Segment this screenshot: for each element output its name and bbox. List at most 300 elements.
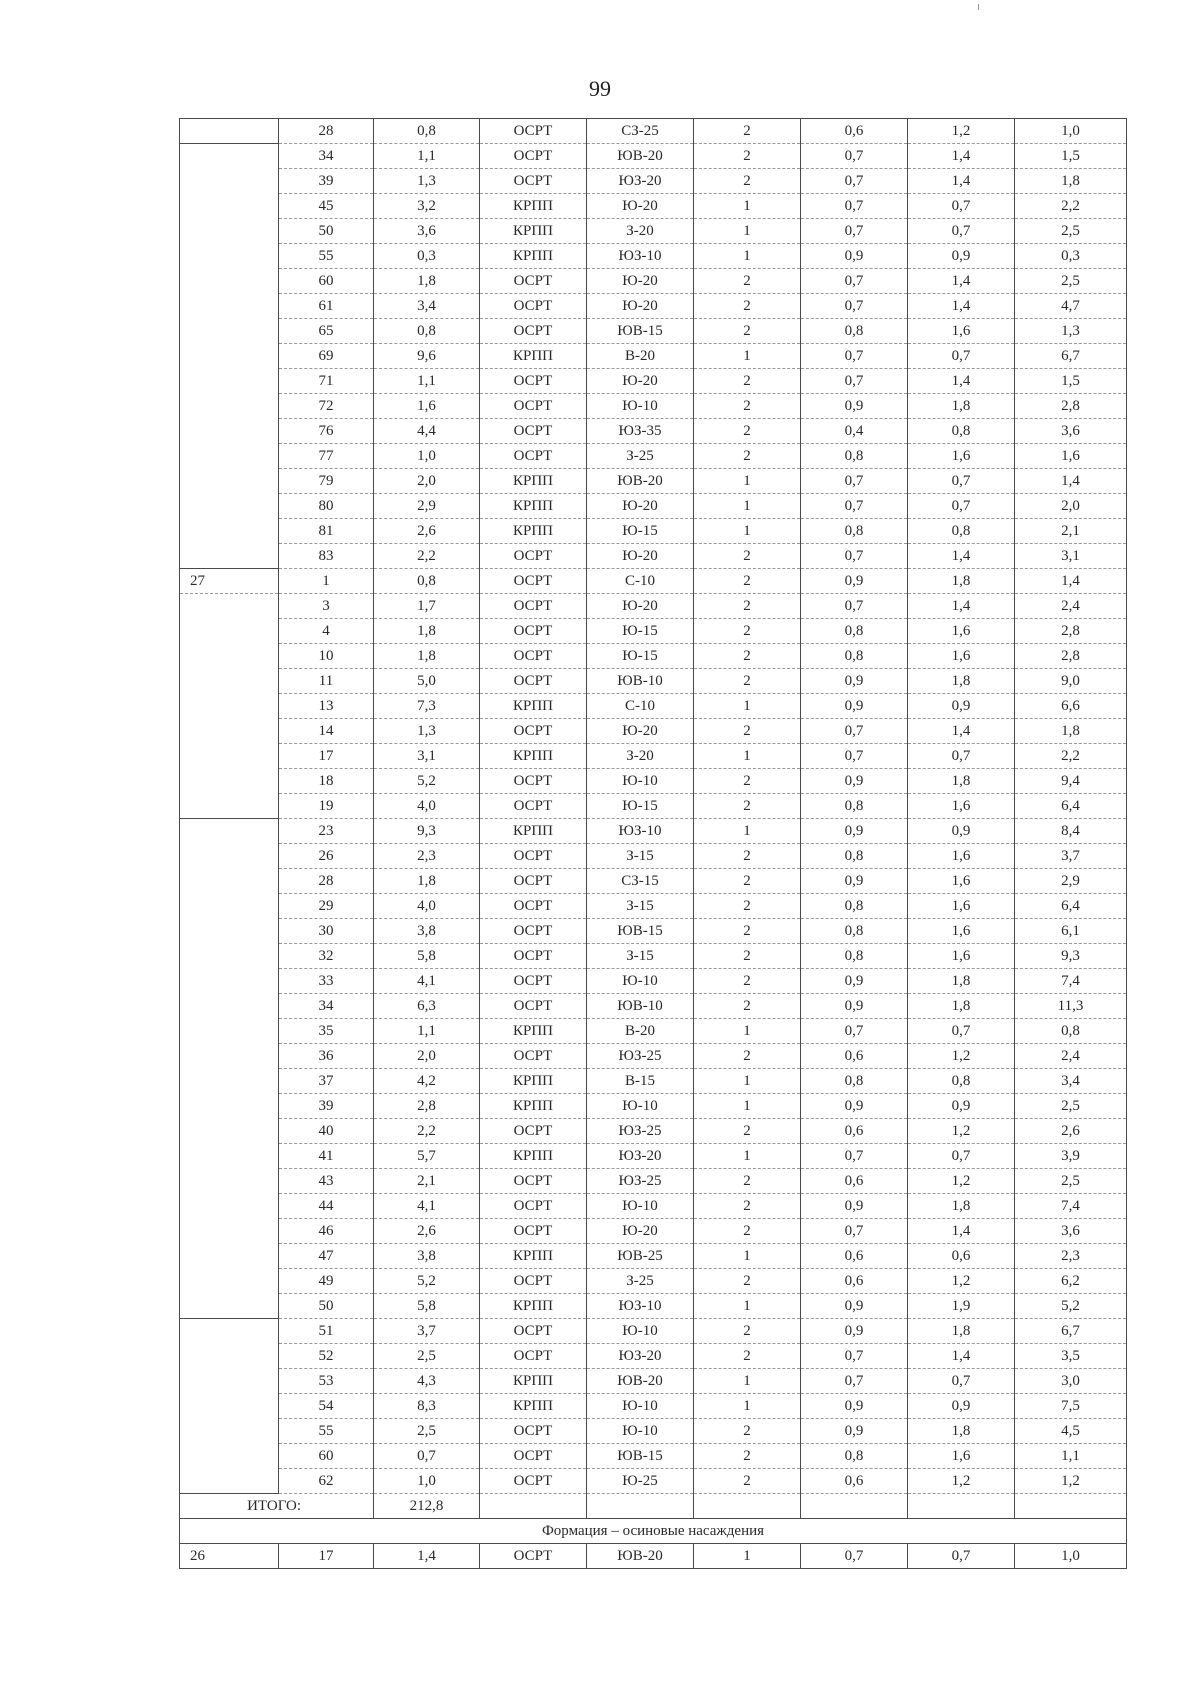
kvartal-cell xyxy=(180,119,279,144)
kvartal-cell xyxy=(180,1419,279,1444)
value2-cell: 1,8 xyxy=(908,669,1015,694)
kvartal-cell xyxy=(180,1144,279,1169)
exposure-cell: Ю-20 xyxy=(587,369,694,394)
value1-cell: 0,7 xyxy=(801,469,908,494)
vydel-cell: 72 xyxy=(279,394,374,419)
exposure-cell: Ю-15 xyxy=(587,794,694,819)
value2-cell: 0,9 xyxy=(908,694,1015,719)
table-row xyxy=(180,494,1127,519)
forest-type-cell: КРПП xyxy=(480,494,587,519)
value2-cell: 0,7 xyxy=(908,1369,1015,1394)
kvartal-cell xyxy=(180,1019,279,1044)
forest-type-cell: КРПП xyxy=(480,1094,587,1119)
forest-type-cell: ОСРТ xyxy=(480,794,587,819)
total-label: ИТОГО: xyxy=(180,1494,374,1519)
table-row xyxy=(180,819,1127,844)
kvartal-cell xyxy=(180,319,279,344)
value1-cell: 0,4 xyxy=(801,419,908,444)
area-cell: 9,3 xyxy=(374,819,480,844)
kvartal-cell xyxy=(180,344,279,369)
exposure-cell: Ю-15 xyxy=(587,519,694,544)
kvartal-cell xyxy=(180,819,279,844)
vydel-cell: 43 xyxy=(279,1169,374,1194)
category-cell: 1 xyxy=(694,244,801,269)
area-cell: 3,4 xyxy=(374,294,480,319)
exposure-cell: Ю-20 xyxy=(587,194,694,219)
table-row xyxy=(180,1169,1127,1194)
vydel-cell: 45 xyxy=(279,194,374,219)
value2-cell: 0,8 xyxy=(908,419,1015,444)
value2-cell: 0,7 xyxy=(908,469,1015,494)
vydel-cell: 79 xyxy=(279,469,374,494)
value2-cell: 0,6 xyxy=(908,1244,1015,1269)
forest-type-cell: ОСРТ xyxy=(480,894,587,919)
category-cell: 2 xyxy=(694,119,801,144)
kvartal-cell: 26 xyxy=(180,1544,279,1569)
kvartal-cell xyxy=(180,544,279,569)
vydel-cell: 55 xyxy=(279,244,374,269)
table-row xyxy=(180,644,1127,669)
vydel-cell: 60 xyxy=(279,269,374,294)
area-cell: 2,6 xyxy=(374,519,480,544)
kvartal-cell xyxy=(180,694,279,719)
value1-cell: 0,6 xyxy=(801,119,908,144)
category-cell: 1 xyxy=(694,1544,801,1569)
value3-cell: 1,0 xyxy=(1015,1544,1127,1569)
value3-cell: 2,8 xyxy=(1015,619,1127,644)
area-cell: 1,8 xyxy=(374,869,480,894)
area-cell: 2,1 xyxy=(374,1169,480,1194)
kvartal-cell xyxy=(180,1294,279,1319)
table-body xyxy=(180,119,1127,1569)
total-empty-cell xyxy=(694,1494,801,1519)
area-cell: 2,0 xyxy=(374,469,480,494)
vydel-cell: 37 xyxy=(279,1069,374,1094)
value3-cell: 2,5 xyxy=(1015,269,1127,294)
exposure-cell: С-10 xyxy=(587,694,694,719)
category-cell: 1 xyxy=(694,519,801,544)
category-cell: 2 xyxy=(694,1419,801,1444)
table-row xyxy=(180,1144,1127,1169)
kvartal-cell xyxy=(180,1394,279,1419)
forest-data-table xyxy=(179,118,1127,1569)
value3-cell: 2,8 xyxy=(1015,394,1127,419)
value1-cell: 0,6 xyxy=(801,1469,908,1494)
value3-cell: 2,5 xyxy=(1015,1094,1127,1119)
value2-cell: 1,4 xyxy=(908,144,1015,169)
vydel-cell: 71 xyxy=(279,369,374,394)
value3-cell: 1,8 xyxy=(1015,169,1127,194)
category-cell: 2 xyxy=(694,1044,801,1069)
category-cell: 2 xyxy=(694,1169,801,1194)
value3-cell: 3,5 xyxy=(1015,1344,1127,1369)
category-cell: 2 xyxy=(694,794,801,819)
vydel-cell: 29 xyxy=(279,894,374,919)
area-cell: 4,0 xyxy=(374,794,480,819)
value1-cell: 0,7 xyxy=(801,1144,908,1169)
vydel-cell: 35 xyxy=(279,1019,374,1044)
vydel-cell: 34 xyxy=(279,994,374,1019)
kvartal-cell xyxy=(180,719,279,744)
value3-cell: 6,1 xyxy=(1015,919,1127,944)
value1-cell: 0,8 xyxy=(801,794,908,819)
area-cell: 1,4 xyxy=(374,1544,480,1569)
forest-type-cell: КРПП xyxy=(480,519,587,544)
category-cell: 2 xyxy=(694,869,801,894)
kvartal-cell xyxy=(180,619,279,644)
table-row xyxy=(180,544,1127,569)
table-row xyxy=(180,244,1127,269)
exposure-cell: ЮВ-20 xyxy=(587,144,694,169)
forest-type-cell: КРПП xyxy=(480,344,587,369)
area-cell: 2,3 xyxy=(374,844,480,869)
value1-cell: 0,9 xyxy=(801,244,908,269)
value2-cell: 0,7 xyxy=(908,194,1015,219)
value3-cell: 5,2 xyxy=(1015,1294,1127,1319)
area-cell: 6,3 xyxy=(374,994,480,1019)
exposure-cell: В-20 xyxy=(587,1019,694,1044)
forest-type-cell: КРПП xyxy=(480,1144,587,1169)
vydel-cell: 17 xyxy=(279,744,374,769)
value2-cell: 1,6 xyxy=(908,919,1015,944)
table-row xyxy=(180,1294,1127,1319)
value3-cell: 1,4 xyxy=(1015,469,1127,494)
value2-cell: 1,2 xyxy=(908,1169,1015,1194)
area-cell: 4,1 xyxy=(374,1194,480,1219)
area-cell: 2,0 xyxy=(374,1044,480,1069)
area-cell: 3,6 xyxy=(374,219,480,244)
area-cell: 5,2 xyxy=(374,1269,480,1294)
value2-cell: 1,4 xyxy=(908,594,1015,619)
vydel-cell: 65 xyxy=(279,319,374,344)
exposure-cell: В-20 xyxy=(587,344,694,369)
kvartal-cell xyxy=(180,844,279,869)
table-row xyxy=(180,269,1127,294)
exposure-cell: ЮЗ-10 xyxy=(587,244,694,269)
category-cell: 2 xyxy=(694,569,801,594)
category-cell: 2 xyxy=(694,594,801,619)
value2-cell: 0,7 xyxy=(908,219,1015,244)
exposure-cell: Ю-20 xyxy=(587,494,694,519)
total-row xyxy=(180,1494,1127,1519)
table-row xyxy=(180,694,1127,719)
table-row xyxy=(180,469,1127,494)
table-row xyxy=(180,894,1127,919)
kvartal-cell: 27 xyxy=(180,569,279,594)
kvartal-cell xyxy=(180,1344,279,1369)
vydel-cell: 76 xyxy=(279,419,374,444)
exposure-cell: СЗ-15 xyxy=(587,869,694,894)
value3-cell: 7,5 xyxy=(1015,1394,1127,1419)
vydel-cell: 77 xyxy=(279,444,374,469)
exposure-cell: Ю-20 xyxy=(587,544,694,569)
forest-type-cell: КРПП xyxy=(480,194,587,219)
exposure-cell: Ю-10 xyxy=(587,969,694,994)
exposure-cell: ЮВ-10 xyxy=(587,994,694,1019)
exposure-cell: Ю-15 xyxy=(587,644,694,669)
kvartal-cell xyxy=(180,894,279,919)
value2-cell: 1,8 xyxy=(908,569,1015,594)
value3-cell: 2,3 xyxy=(1015,1244,1127,1269)
category-cell: 1 xyxy=(694,194,801,219)
vydel-cell: 47 xyxy=(279,1244,374,1269)
value3-cell: 9,3 xyxy=(1015,944,1127,969)
forest-type-cell: ОСРТ xyxy=(480,144,587,169)
table-row xyxy=(180,369,1127,394)
value2-cell: 1,2 xyxy=(908,119,1015,144)
vydel-cell: 11 xyxy=(279,669,374,694)
value3-cell: 2,1 xyxy=(1015,519,1127,544)
category-cell: 1 xyxy=(694,344,801,369)
value2-cell: 1,8 xyxy=(908,994,1015,1019)
vydel-cell: 17 xyxy=(279,1544,374,1569)
value2-cell: 1,6 xyxy=(908,944,1015,969)
category-cell: 2 xyxy=(694,919,801,944)
category-cell: 2 xyxy=(694,844,801,869)
category-cell: 2 xyxy=(694,1319,801,1344)
value1-cell: 0,9 xyxy=(801,1094,908,1119)
forest-type-cell: ОСРТ xyxy=(480,619,587,644)
vydel-cell: 26 xyxy=(279,844,374,869)
kvartal-cell xyxy=(180,769,279,794)
table-row xyxy=(180,744,1127,769)
area-cell: 4,1 xyxy=(374,969,480,994)
category-cell: 2 xyxy=(694,1119,801,1144)
table-row xyxy=(180,1069,1127,1094)
table-row xyxy=(180,1544,1127,1569)
forest-type-cell: ОСРТ xyxy=(480,644,587,669)
vydel-cell: 81 xyxy=(279,519,374,544)
category-cell: 1 xyxy=(694,1394,801,1419)
value3-cell: 2,2 xyxy=(1015,194,1127,219)
exposure-cell: З-15 xyxy=(587,844,694,869)
vydel-cell: 54 xyxy=(279,1394,374,1419)
exposure-cell: Ю-20 xyxy=(587,294,694,319)
kvartal-cell xyxy=(180,594,279,619)
value1-cell: 0,7 xyxy=(801,294,908,319)
category-cell: 2 xyxy=(694,969,801,994)
exposure-cell: Ю-10 xyxy=(587,1419,694,1444)
value1-cell: 0,9 xyxy=(801,694,908,719)
value2-cell: 1,6 xyxy=(908,1444,1015,1469)
table-row xyxy=(180,519,1127,544)
value3-cell: 2,4 xyxy=(1015,1044,1127,1069)
table-row xyxy=(180,994,1127,1019)
value1-cell: 0,7 xyxy=(801,494,908,519)
kvartal-cell xyxy=(180,1369,279,1394)
kvartal-cell xyxy=(180,969,279,994)
exposure-cell: ЮВ-20 xyxy=(587,1544,694,1569)
area-cell: 5,8 xyxy=(374,1294,480,1319)
value2-cell: 1,2 xyxy=(908,1044,1015,1069)
kvartal-cell xyxy=(180,244,279,269)
vydel-cell: 28 xyxy=(279,869,374,894)
exposure-cell: ЮЗ-25 xyxy=(587,1044,694,1069)
category-cell: 2 xyxy=(694,1194,801,1219)
forest-type-cell: КРПП xyxy=(480,1019,587,1044)
table-row xyxy=(180,294,1127,319)
exposure-cell: З-20 xyxy=(587,219,694,244)
area-cell: 1,6 xyxy=(374,394,480,419)
area-cell: 5,0 xyxy=(374,669,480,694)
area-cell: 9,6 xyxy=(374,344,480,369)
area-cell: 4,4 xyxy=(374,419,480,444)
forest-type-cell: ОСРТ xyxy=(480,944,587,969)
vydel-cell: 28 xyxy=(279,119,374,144)
value2-cell: 0,7 xyxy=(908,744,1015,769)
category-cell: 2 xyxy=(694,319,801,344)
value3-cell: 3,4 xyxy=(1015,1069,1127,1094)
exposure-cell: З-25 xyxy=(587,444,694,469)
kvartal-cell xyxy=(180,1319,279,1344)
forest-type-cell: ОСРТ xyxy=(480,969,587,994)
value2-cell: 0,8 xyxy=(908,519,1015,544)
value3-cell: 1,1 xyxy=(1015,1444,1127,1469)
vydel-cell: 39 xyxy=(279,1094,374,1119)
value1-cell: 0,9 xyxy=(801,869,908,894)
area-cell: 0,8 xyxy=(374,119,480,144)
value3-cell: 6,4 xyxy=(1015,794,1127,819)
table-row xyxy=(180,394,1127,419)
vydel-cell: 69 xyxy=(279,344,374,369)
value1-cell: 0,7 xyxy=(801,1019,908,1044)
category-cell: 2 xyxy=(694,1219,801,1244)
value2-cell: 1,4 xyxy=(908,1344,1015,1369)
forest-type-cell: ОСРТ xyxy=(480,1169,587,1194)
value1-cell: 0,7 xyxy=(801,744,908,769)
area-cell: 7,3 xyxy=(374,694,480,719)
value3-cell: 3,0 xyxy=(1015,1369,1127,1394)
exposure-cell: Ю-20 xyxy=(587,594,694,619)
kvartal-cell xyxy=(180,919,279,944)
area-cell: 1,8 xyxy=(374,619,480,644)
exposure-cell: ЮВ-15 xyxy=(587,1444,694,1469)
value3-cell: 1,5 xyxy=(1015,369,1127,394)
category-cell: 2 xyxy=(694,1344,801,1369)
exposure-cell: З-20 xyxy=(587,744,694,769)
value2-cell: 1,4 xyxy=(908,1219,1015,1244)
kvartal-cell xyxy=(180,944,279,969)
kvartal-cell xyxy=(180,169,279,194)
area-cell: 4,0 xyxy=(374,894,480,919)
forest-type-cell: КРПП xyxy=(480,1244,587,1269)
category-cell: 1 xyxy=(694,1144,801,1169)
value3-cell: 7,4 xyxy=(1015,969,1127,994)
category-cell: 1 xyxy=(694,469,801,494)
kvartal-cell xyxy=(180,194,279,219)
vydel-cell: 61 xyxy=(279,294,374,319)
category-cell: 2 xyxy=(694,769,801,794)
vydel-cell: 50 xyxy=(279,1294,374,1319)
exposure-cell: З-25 xyxy=(587,1269,694,1294)
value2-cell: 1,9 xyxy=(908,1294,1015,1319)
table-row xyxy=(180,1269,1127,1294)
value3-cell: 2,5 xyxy=(1015,1169,1127,1194)
table-row xyxy=(180,1444,1127,1469)
exposure-cell: ЮВ-20 xyxy=(587,469,694,494)
value3-cell: 6,7 xyxy=(1015,344,1127,369)
value2-cell: 1,6 xyxy=(908,794,1015,819)
category-cell: 2 xyxy=(694,719,801,744)
forest-type-cell: ОСРТ xyxy=(480,869,587,894)
value3-cell: 3,1 xyxy=(1015,544,1127,569)
category-cell: 1 xyxy=(694,694,801,719)
forest-type-cell: ОСРТ xyxy=(480,844,587,869)
kvartal-cell xyxy=(180,1044,279,1069)
value1-cell: 0,9 xyxy=(801,969,908,994)
forest-type-cell: КРПП xyxy=(480,1069,587,1094)
forest-type-cell: ОСРТ xyxy=(480,444,587,469)
vydel-cell: 50 xyxy=(279,219,374,244)
value3-cell: 6,2 xyxy=(1015,1269,1127,1294)
page-number: 99 xyxy=(589,76,611,101)
category-cell: 1 xyxy=(694,1094,801,1119)
value3-cell: 1,3 xyxy=(1015,319,1127,344)
value2-cell: 1,4 xyxy=(908,719,1015,744)
table-row xyxy=(180,219,1127,244)
area-cell: 1,3 xyxy=(374,169,480,194)
exposure-cell: Ю-10 xyxy=(587,394,694,419)
table-row xyxy=(180,669,1127,694)
kvartal-cell xyxy=(180,1444,279,1469)
value1-cell: 0,9 xyxy=(801,669,908,694)
table-row xyxy=(180,794,1127,819)
value1-cell: 0,7 xyxy=(801,144,908,169)
table-row xyxy=(180,194,1127,219)
value3-cell: 9,0 xyxy=(1015,669,1127,694)
total-empty-cell xyxy=(801,1494,908,1519)
value3-cell: 2,4 xyxy=(1015,594,1127,619)
value1-cell: 0,9 xyxy=(801,1419,908,1444)
kvartal-cell xyxy=(180,1119,279,1144)
forest-type-cell: ОСРТ xyxy=(480,1269,587,1294)
value3-cell: 3,6 xyxy=(1015,1219,1127,1244)
exposure-cell: ЮЗ-25 xyxy=(587,1119,694,1144)
value1-cell: 0,7 xyxy=(801,369,908,394)
exposure-cell: Ю-15 xyxy=(587,619,694,644)
forest-type-cell: ОСРТ xyxy=(480,1044,587,1069)
table-row xyxy=(180,1319,1127,1344)
category-cell: 1 xyxy=(694,1294,801,1319)
value2-cell: 1,6 xyxy=(908,319,1015,344)
value3-cell: 2,8 xyxy=(1015,644,1127,669)
value2-cell: 0,7 xyxy=(908,344,1015,369)
kvartal-cell xyxy=(180,994,279,1019)
vydel-cell: 1 xyxy=(279,569,374,594)
value3-cell: 8,4 xyxy=(1015,819,1127,844)
value1-cell: 0,9 xyxy=(801,994,908,1019)
area-cell: 2,2 xyxy=(374,544,480,569)
category-cell: 2 xyxy=(694,944,801,969)
exposure-cell: Ю-10 xyxy=(587,1194,694,1219)
category-cell: 2 xyxy=(694,619,801,644)
area-cell: 0,8 xyxy=(374,319,480,344)
kvartal-cell xyxy=(180,419,279,444)
value1-cell: 0,6 xyxy=(801,1244,908,1269)
vydel-cell: 41 xyxy=(279,1144,374,1169)
forest-type-cell: ОСРТ xyxy=(480,419,587,444)
value3-cell: 2,9 xyxy=(1015,869,1127,894)
vydel-cell: 49 xyxy=(279,1269,374,1294)
vydel-cell: 18 xyxy=(279,769,374,794)
forest-type-cell: КРПП xyxy=(480,1369,587,1394)
table-row xyxy=(180,719,1127,744)
table-row xyxy=(180,119,1127,144)
value3-cell: 1,6 xyxy=(1015,444,1127,469)
value1-cell: 0,8 xyxy=(801,844,908,869)
area-cell: 1,0 xyxy=(374,1469,480,1494)
value2-cell: 0,7 xyxy=(908,1544,1015,1569)
